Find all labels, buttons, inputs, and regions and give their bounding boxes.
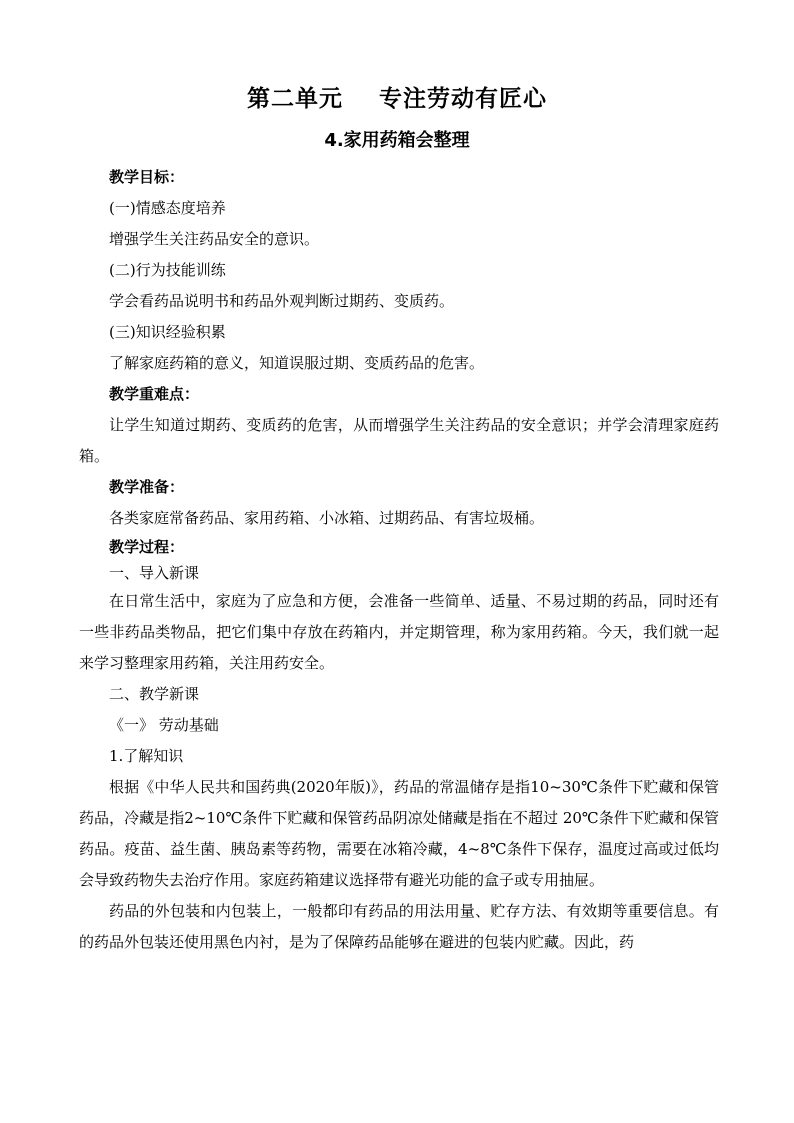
part1-heading: 《一》 劳动基础	[109, 716, 219, 734]
step1-heading: 一、导入新课	[109, 564, 200, 582]
prep-text: 各类家庭常备药品、家用药箱、小冰箱、过期药品、有害垃圾桶。	[109, 509, 545, 527]
step2-heading: 二、教学新课	[109, 685, 200, 703]
point1-heading: 1.了解知识	[109, 747, 184, 765]
lesson-title: 4.家用药箱会整理	[324, 130, 470, 151]
document-body	[79, 162, 719, 958]
unit-label: 第二单元	[247, 86, 343, 112]
goal2-text: 学会看药品说明书和药品外观判断过期药、变质药。	[109, 292, 455, 310]
key-heading: 教学重难点：	[109, 385, 200, 403]
point1-text2: 药品的外包装和内包装上，一般都印有药品的用法用量、贮存方法、有效期等重要信息。有的药品外包装还使用黑色内衬，是为了保障药品能够在避进的包装内贮藏。因此，药	[79, 902, 719, 951]
key-text: 让学生知道过期药、变质药的危害，从而增强学生关注药品的安全意识；并学会清理家庭药箱。	[79, 416, 719, 465]
page-title	[0, 80, 794, 113]
process-heading: 教学过程：	[109, 538, 185, 556]
unit-theme: 专注劳动有匠心	[379, 86, 547, 112]
goal1-title: (一)情感态度培养	[109, 199, 226, 217]
goals-heading: 教学目标：	[109, 168, 185, 186]
goal3-text: 了解家庭药箱的意义，知道误服过期、变质药品的危害。	[109, 354, 485, 372]
point1-text: 根据《中华人民共和国药典(2020年版)》，药品的常温储存是指10~30℃条件下贮藏和保管药品，冷藏是指2~10℃条件下贮藏和保管药品阴凉处储藏是指在不超过 20℃条件下贮藏和保管药品。疫苗、益生菌、胰岛素等药物，需要在冰箱冷藏，4~8℃条件下保存，温度过高或过低均会导致药物失去治疗作用。家庭药箱建议选择带有避光功能的盒子或专用抽屉。	[79, 778, 719, 889]
prep-heading: 教学准备：	[109, 478, 185, 496]
step1-text: 在日常生活中，家庭为了应急和方便，会准备一些简单、适量、不易过期的药品，同时还有一些非药品类物品，把它们集中存放在药箱内，并定期管理，称为家用药箱。今天，我们就一起来学习整理家用药箱，关注用药安全。	[79, 592, 719, 672]
goal2-title: (二)行为技能训练	[109, 261, 226, 279]
goal1-text: 增强学生关注药品安全的意识。	[109, 230, 320, 248]
goal3-title: (三)知识经验积累	[109, 323, 226, 341]
